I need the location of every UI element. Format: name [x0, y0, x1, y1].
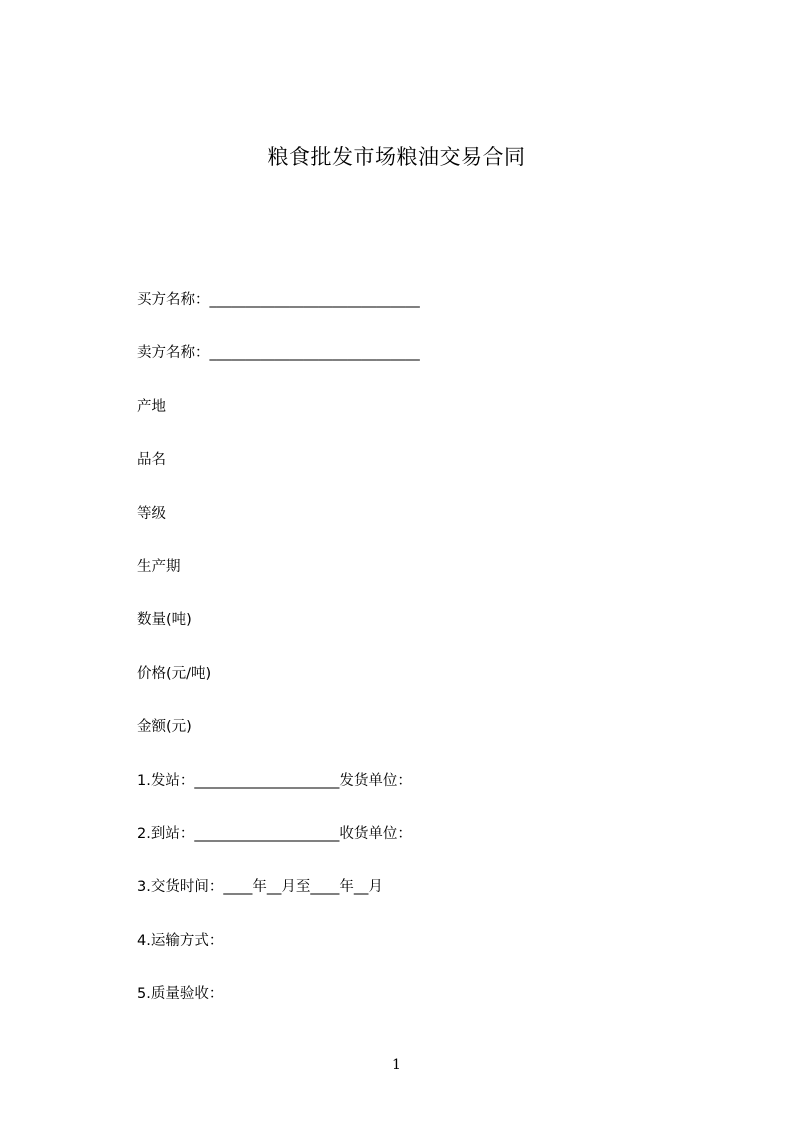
seller-name-line: 卖方名称：_____________________________: [137, 345, 420, 361]
page-number: 1: [392, 1057, 401, 1073]
grade-line: 等级: [137, 506, 166, 522]
departure-station-line: 1.发站：____________________发货单位：: [137, 773, 412, 789]
amount-line: 金额(元): [137, 719, 192, 735]
price-line: 价格(元/吨): [137, 666, 212, 682]
transport-method-line: 4.运输方式：: [137, 933, 224, 949]
delivery-time-line: 3.交货时间：____年__月至____年__月: [137, 879, 383, 895]
origin-line: 产地: [137, 399, 166, 415]
document-title: 粮食批发市场粮油交易合同: [267, 145, 526, 169]
arrival-station-line: 2.到站：____________________收货单位：: [137, 826, 412, 842]
product-name-line: 品名: [137, 452, 166, 468]
quality-inspection-line: 5.质量验收：: [137, 986, 224, 1002]
buyer-name-line: 买方名称：_____________________________: [137, 292, 420, 308]
quantity-line: 数量(吨): [137, 612, 192, 628]
production-date-line: 生产期: [137, 559, 181, 575]
